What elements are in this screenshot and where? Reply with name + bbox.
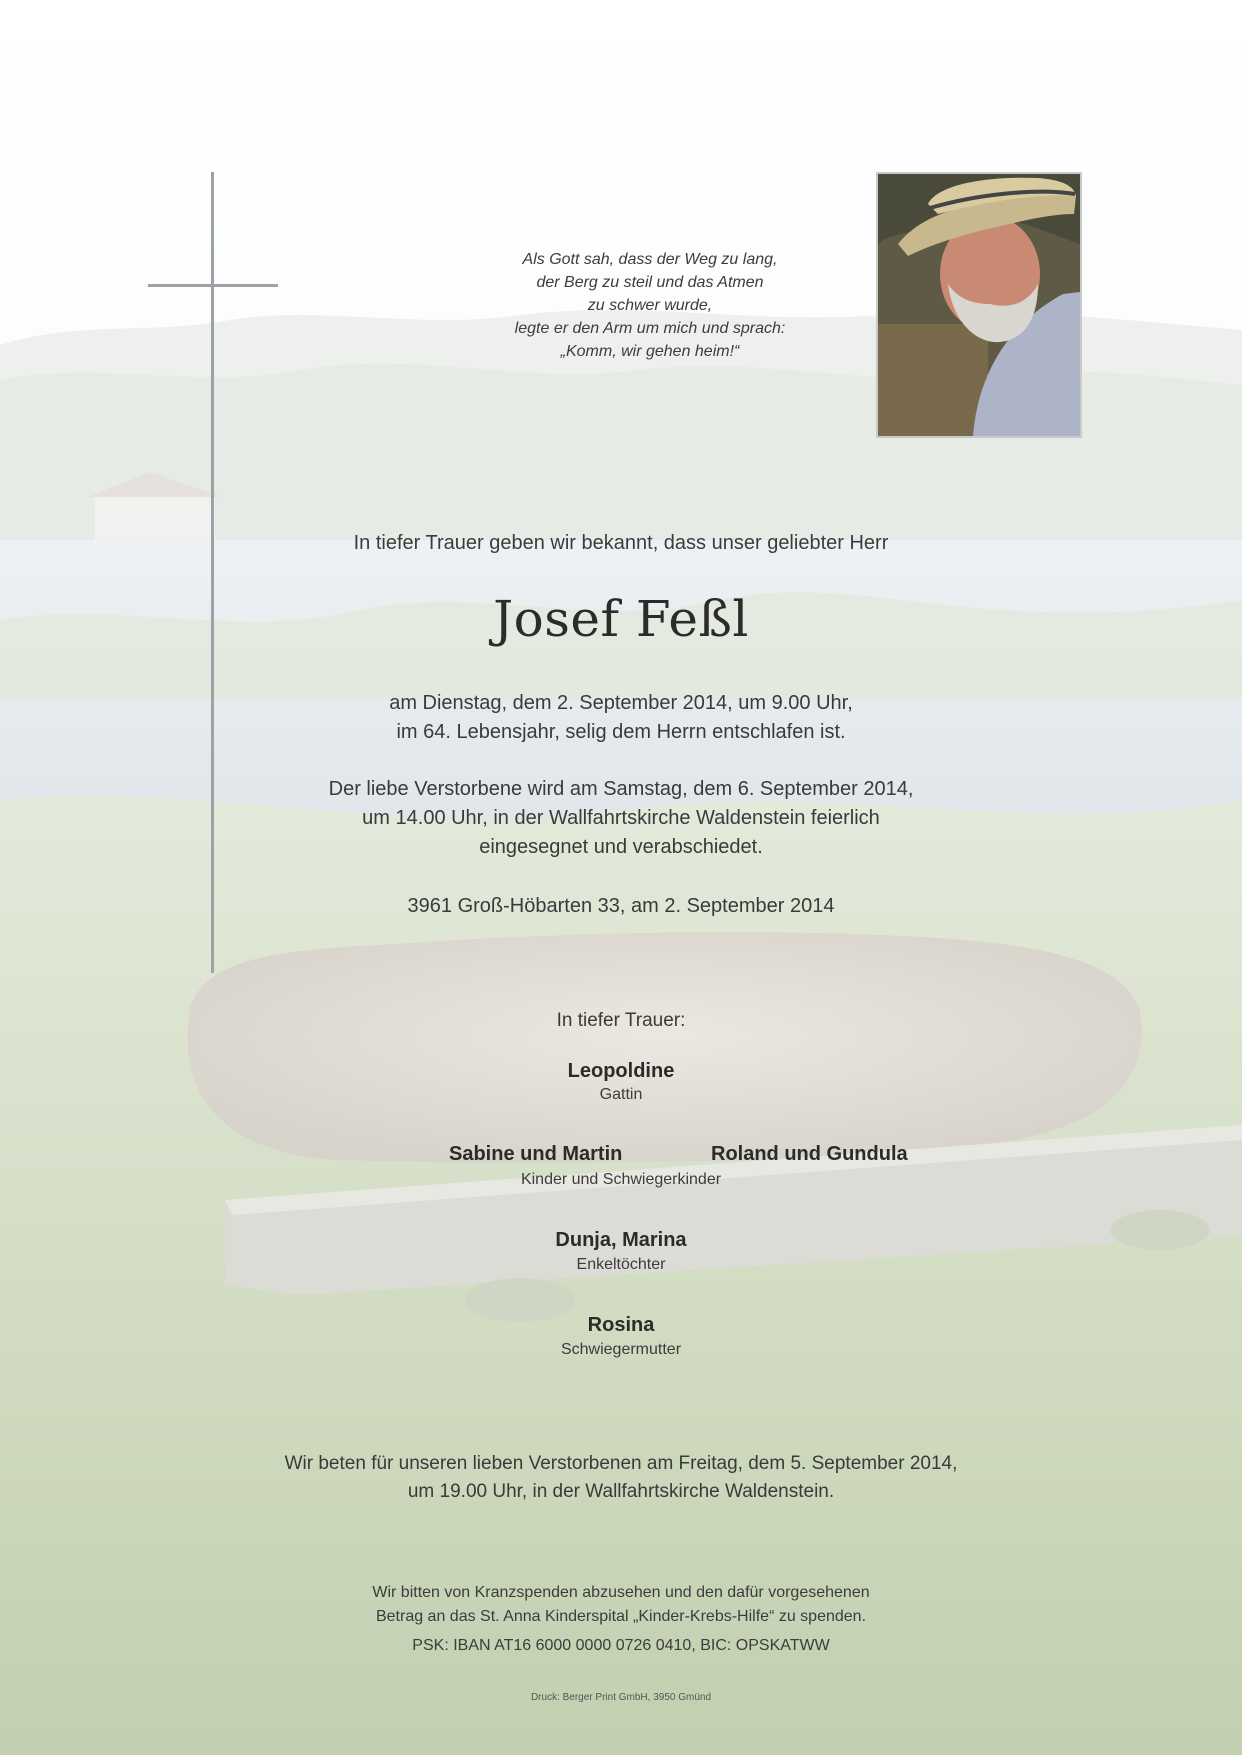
mourners-heading: In tiefer Trauer: [556,1010,686,1031]
poem-line: „Komm, wir gehen heim!“ [560,343,740,360]
mourner-spouse-name: Leopoldine [567,1060,675,1082]
mourner-grandchildren-name: Dunja, Marina [555,1229,687,1251]
place-and-date: 3961 Groß-Höbarten 33, am 2. September 2014 [407,895,835,917]
bank-details: PSK: IBAN AT16 6000 0000 0726 0410, BIC: OPSKATWW [412,1637,830,1654]
donation-request [0,1581,1242,1629]
mourner-grandchildren-role: Enkeltöchter [576,1256,666,1273]
donation-line: Wir bitten von Kranzspenden abzusehen und den dafür vorgesehenen [372,1584,870,1601]
poem-line: legte er den Arm um mich und sprach: [514,320,786,337]
mourner-mother-in-law-name: Rosina [587,1314,655,1336]
prayer-notice [0,1450,1242,1506]
death-notice-line: am Dienstag, dem 2. September 2014, um 9.00 Uhr, [389,692,853,714]
death-notice-line: im 64. Lebensjahr, selig dem Herrn entschlafen ist. [396,721,846,743]
funeral-details [0,775,1242,862]
funeral-line: Der liebe Verstorbene wird am Samstag, dem 6. September 2014, [328,778,914,800]
announcement-intro: In tiefer Trauer geben wir bekannt, dass unser geliebter Herr [353,532,889,554]
mourner-mother-in-law-role: Schwiegermutter [560,1341,682,1358]
deceased-name: Josef Feßl [493,590,749,648]
printer-credit: Druck: Berger Print GmbH, 3950 Gmünd [530,1692,712,1703]
donation-line: Betrag an das St. Anna Kinderspital „Kinder-Krebs-Hilfe“ zu spenden. [375,1608,867,1625]
prayer-line: Wir beten für unseren lieben Verstorbenen am Freitag, dem 5. September 2014, [284,1453,958,1474]
funeral-line: um 14.00 Uhr, in der Wallfahrtskirche Waldenstein feierlich [362,807,880,829]
mourner-children-left: Sabine und Martin [449,1143,623,1165]
mourner-children-role: Kinder und Schwiegerkinder [520,1171,722,1188]
mourner-spouse-role: Gattin [599,1086,643,1103]
poem-line: Als Gott sah, dass der Weg zu lang, [522,251,778,268]
cross-horizontal-bar [148,284,278,287]
poem-line: zu schwer wurde, [587,297,713,314]
poem-line: der Berg zu steil und das Atmen [536,274,764,291]
prayer-line: um 19.00 Uhr, in der Wallfahrtskirche Waldenstein. [407,1481,835,1502]
memorial-poem [480,248,820,363]
funeral-line: eingesegnet und verabschiedet. [479,836,763,858]
death-notice [0,689,1242,747]
portrait-photo [876,172,1082,438]
mourner-children-right: Roland und Gundula [711,1143,908,1165]
